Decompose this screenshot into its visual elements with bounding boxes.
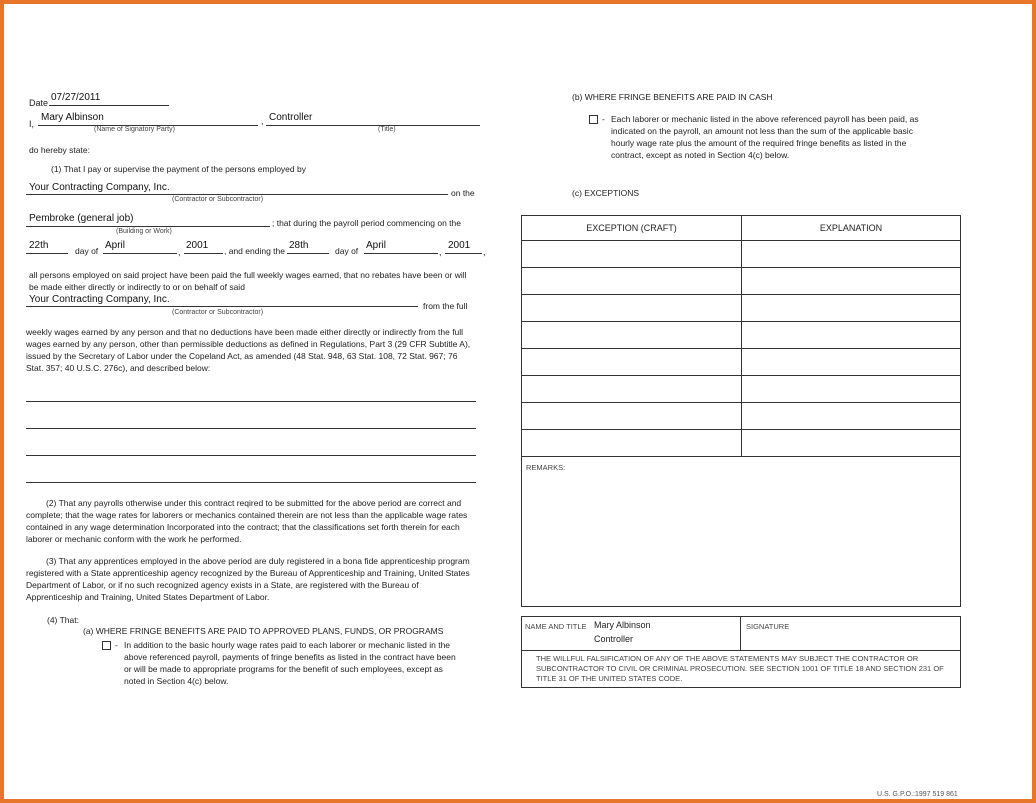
signature-block (521, 616, 961, 688)
item4b-paragraph: Each laborer or mechanic listed in the above referenced payroll has been paid, as indicated on the payroll, an amount not less than the sum of the applicable basic hourly wage rate plus the amount of the required fringe benefits as listed in the contract, except as noted in Section 4(c) below. (611, 114, 919, 160)
start-day-underline (26, 253, 68, 254)
contractor-name-1[interactable]: Your Contracting Company, Inc. (29, 182, 170, 193)
table-row (522, 322, 961, 349)
name-title-label: NAME AND TITLE (525, 622, 587, 631)
exception-cell[interactable] (522, 295, 742, 322)
item4b-dash: - (602, 114, 605, 124)
exception-cell[interactable] (522, 241, 742, 268)
from-the-full-text: from the full (423, 301, 468, 311)
date-value[interactable]: 07/27/2011 (51, 92, 101, 103)
end-month[interactable]: April (366, 240, 387, 251)
signature-col-divider (740, 617, 741, 650)
explanation-cell[interactable] (742, 322, 961, 349)
explanation-cell[interactable] (742, 268, 961, 295)
day-of-text-2: day of (335, 246, 359, 256)
date-label: Date (29, 98, 49, 108)
signatory-name[interactable]: Mary Albinson (41, 112, 104, 123)
end-day-underline (287, 253, 329, 254)
end-month-underline (364, 253, 438, 254)
and-ending-text: , and ending the (224, 246, 285, 256)
exception-cell[interactable] (522, 403, 742, 430)
description-line[interactable] (26, 455, 476, 456)
exception-cell[interactable] (522, 322, 742, 349)
signer-title[interactable]: Controller (594, 634, 634, 644)
end-day[interactable]: 28th (289, 240, 309, 251)
comma: , (439, 247, 442, 257)
comma: , (483, 247, 486, 257)
title-caption: (Title) (378, 126, 396, 133)
explanation-cell[interactable] (742, 376, 961, 403)
weekly-wages-paragraph: weekly wages earned by any person and that no deductions have been made either directly or indirectly from the full wages earned by any person, other than permissible deductions as defined in Regulations, Part 3 (29 CFR Subtitle A), issued by the Secretary of Labor under the Copeland Act, as amended (48 Stat. 948, 63 Stat. 108, 72 Stat. 967; 76 Stat. 357; 40 U.S.C. 276c), and described below: (26, 327, 471, 373)
day-of-text-1: day of (75, 246, 99, 256)
col-exception-header: EXCEPTION (CRAFT) (522, 216, 742, 241)
contractor-underline-1 (26, 194, 448, 195)
item4c-heading: (c) EXCEPTIONS (572, 188, 640, 198)
description-line[interactable] (26, 428, 476, 429)
exception-cell[interactable] (522, 268, 742, 295)
contractor-caption-1: (Contractor or Subcontractor) (172, 196, 264, 203)
description-line[interactable] (26, 482, 476, 483)
table-row (522, 403, 961, 430)
name-caption: (Name of Signatory Party) (94, 126, 175, 133)
start-year[interactable]: 2001 (186, 240, 209, 251)
contractor-caption-2: (Contractor or Subcontractor) (172, 309, 264, 316)
building-name[interactable]: Pembroke (general job) (29, 213, 134, 224)
signature-divider (522, 650, 960, 651)
exception-cell[interactable] (522, 349, 742, 376)
date-underline (49, 105, 169, 106)
start-year-underline (184, 253, 223, 254)
start-day[interactable]: 22th (29, 240, 49, 251)
contractor-name-2[interactable]: Your Contracting Company, Inc. (29, 294, 170, 305)
item3-paragraph: (3) That any apprentices employed in the above period are duly registered in a bona fide apprenticeship program registered with a State apprenticeship agency recognized by the Bureau of Apprenticeship and Training, United States Department of Labor, or if no such recognized agency exists in a State, are registered with the Bureau of Apprenticeship and Training, United States Department of Labor. (26, 556, 470, 602)
explanation-cell[interactable] (742, 430, 961, 457)
on-the-text: on the (451, 188, 475, 198)
item4-label: (4) That: (47, 615, 79, 625)
remarks-box[interactable] (521, 457, 961, 607)
end-year[interactable]: 2001 (448, 240, 471, 251)
explanation-cell[interactable] (742, 349, 961, 376)
item4b-heading: (b) WHERE FRINGE BENEFITS ARE PAID IN CASH (572, 92, 773, 102)
item4b-checkbox[interactable] (589, 115, 598, 124)
falsification-warning: THE WILLFUL FALSIFICATION OF ANY OF THE ABOVE STATEMENTS MAY SUBJECT THE CONTRACTOR OR SUBCONTRACTOR TO CIVIL OR CRIMINAL PROSECUTION. SEE SECTION 1001 OF TITLE 18 AND SECTION 231 OF TITLE 31 OF THE UNITED STATES CODE. (536, 654, 944, 683)
contractor-underline-2 (26, 306, 418, 307)
comma: , (261, 116, 264, 126)
description-line[interactable] (26, 401, 476, 402)
item4a-dash: - (115, 640, 118, 650)
item4a-paragraph: In addition to the basic hourly wage rates paid to each laborer or mechanic listed in the above referenced payroll, payments of fringe benefits as listed in the contract have been or will be made to appropriate programs for the benefit of such employees, except as noted in Section 4(c) below. (124, 640, 456, 686)
exceptions-table (521, 215, 961, 457)
gpo-footer: U.S. G.P.O.:1997 519 861 (877, 791, 958, 798)
remarks-label: REMARKS: (526, 463, 566, 472)
table-row (522, 349, 961, 376)
title-underline (266, 125, 480, 126)
start-month[interactable]: April (105, 240, 126, 251)
table-row (522, 268, 961, 295)
item1-text: (1) That I pay or supervise the payment of the persons employed by (51, 164, 306, 174)
table-row (522, 241, 961, 268)
hereby-text: do hereby state: (29, 145, 90, 155)
i-label: I, (29, 119, 35, 129)
item4a-checkbox[interactable] (102, 641, 111, 650)
col-explanation-header: EXPLANATION (742, 216, 961, 241)
signer-name[interactable]: Mary Albinson (594, 620, 651, 630)
comma: , (178, 247, 181, 257)
building-caption: (Building or Work) (116, 228, 172, 235)
exception-cell[interactable] (522, 376, 742, 403)
signature-label: SIGNATURE (746, 622, 790, 631)
table-row (522, 295, 961, 322)
payroll-period-text: ; that during the payroll period commencing on the (272, 218, 462, 228)
item2-paragraph: (2) That any payrolls otherwise under this contract reqired to be submitted for the above period are correct and complete; that the wage rates for laborers or mechanics contained therein are not less than the applicable wage rates contained in any wage determination Incorporated into the contract; that the classifications set forth therein for each laborer or mechanic conform with the work he performed. (26, 498, 468, 544)
table-row (522, 376, 961, 403)
end-year-underline (445, 253, 482, 254)
all-persons-paragraph: all persons employed on said project have been paid the full weekly wages earned, that no rebates have been or will be made either directly or indirectly to or on behalf of said (29, 270, 467, 292)
item4a-heading: (a) WHERE FRINGE BENEFITS ARE PAID TO APPROVED PLANS, FUNDS, OR PROGRAMS (83, 626, 444, 636)
start-month-underline (103, 253, 177, 254)
explanation-cell[interactable] (742, 295, 961, 322)
table-row (522, 430, 961, 457)
explanation-cell[interactable] (742, 241, 961, 268)
signatory-title[interactable]: Controller (269, 112, 313, 123)
exception-cell[interactable] (522, 430, 742, 457)
building-underline (26, 226, 270, 227)
explanation-cell[interactable] (742, 403, 961, 430)
